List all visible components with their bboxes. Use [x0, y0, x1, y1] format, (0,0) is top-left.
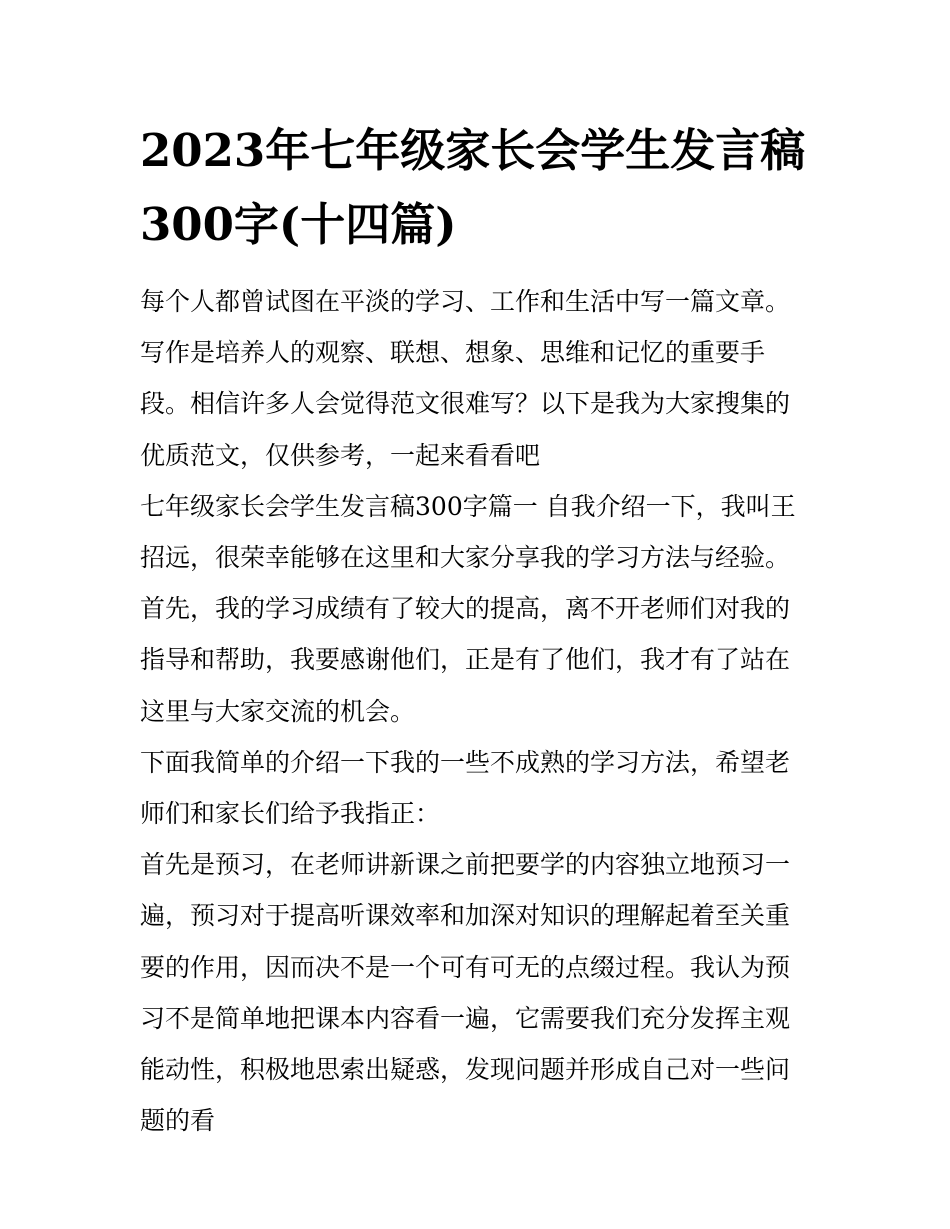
paragraph-intro: 每个人都曾试图在平淡的学习、工作和生活中写一篇文章。写作是培养人的观察、联想、想象、思维和记忆的重要手段。相信许多人会觉得范文很难写？以下是我为大家搜集的优质范文，仅供参考，一起来看看吧	[140, 287, 791, 470]
paragraph-methods-intro: 下面我简单的介绍一下我的一些不成熟的学习方法，希望老师们和家长们给予我指正：	[140, 747, 791, 829]
document-title: 2023年七年级家长会学生发言稿300字(十四篇)	[140, 124, 806, 251]
document-body	[140, 276, 812, 1146]
paragraph-thanks-teachers: 首先，我的学习成绩有了较大的提高，离不开老师们对我的指导和帮助，我要感谢他们，正是有了他们，我才有了站在这里与大家交流的机会。	[140, 594, 791, 726]
paragraph-self-introduction: 七年级家长会学生发言稿300字篇一 自我介绍一下，我叫王招远，很荣幸能够在这里和大家分享我的学习方法与经验。	[140, 491, 796, 573]
paragraph-preview: 首先是预习，在老师讲新课之前把要学的内容独立地预习一遍，预习对于提高听课效率和加深对知识的理解起着至关重要的作用，因而决不是一个可有可无的点缀过程。我认为预习不是简单地把课本内容看一遍，它需要我们充分发挥主观能动性，积极地思索出疑惑，发现问题并形成自己对一些问题的看	[140, 850, 791, 1136]
